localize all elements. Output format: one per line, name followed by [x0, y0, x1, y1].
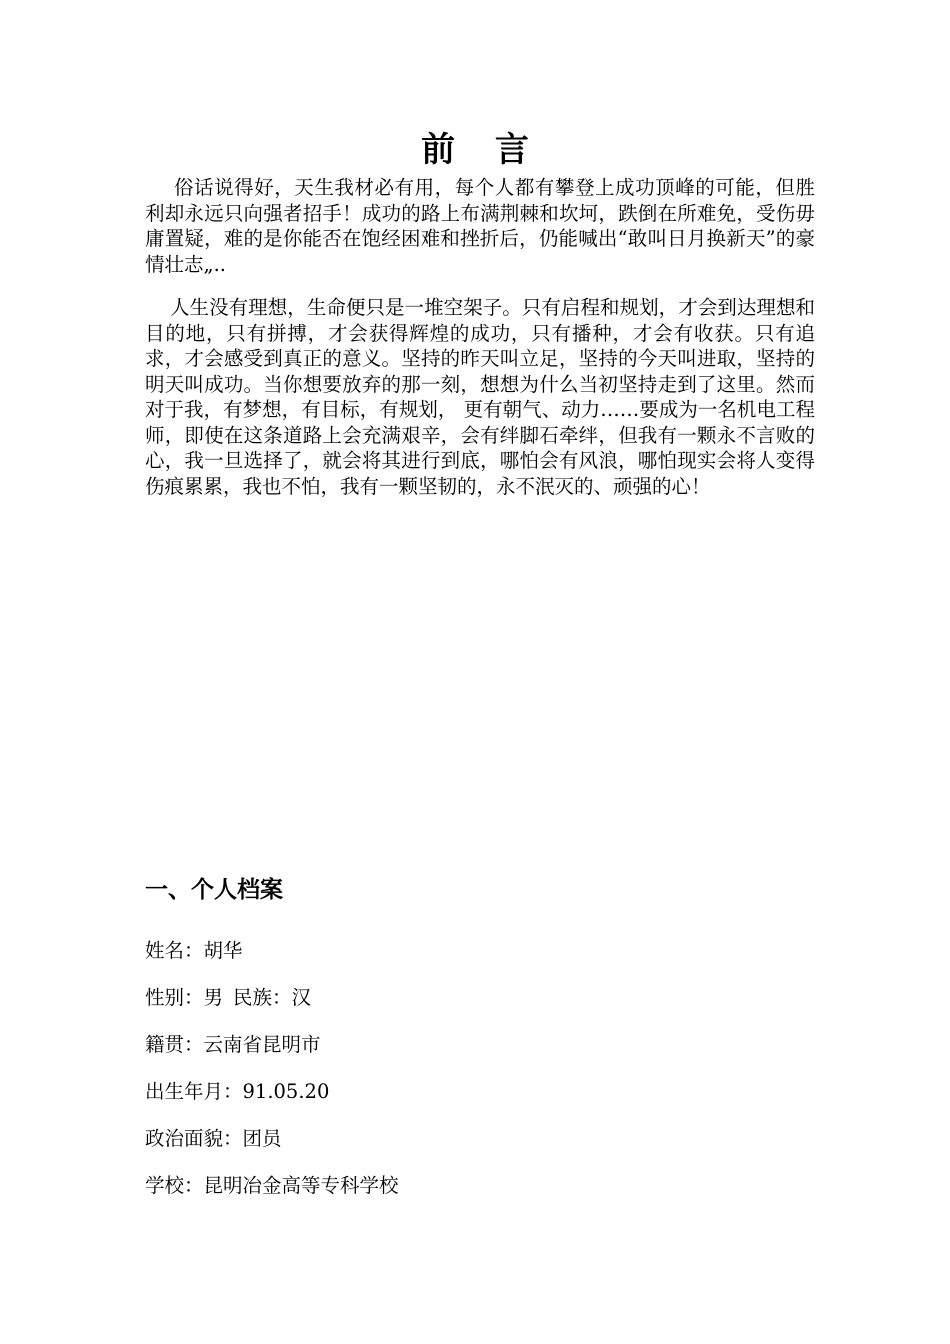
profile-birth-row: [145, 1079, 329, 1105]
origin-label: 籍贯：: [145, 1033, 204, 1056]
gender-label: 性别：: [145, 986, 204, 1009]
ethnicity-label: 民族：: [233, 986, 292, 1009]
preface-paragraph-2: 人生没有理想，生命便只是一堆空架子。只有启程和规划，才会到达理想和目的地，只有拼搏，才会获得辉煌的成功，只有播种，才会有收获。只有追求，才会感受到真正的意义。坚持的昨天叫立足，坚持的今天叫进取，坚持的明天叫成功。当你想要放弃的那一刻，想想为什么当初坚持走到了这里。然而对于我，有梦想，有目标，有规划， 更有朝气、动力……要成为一名机电工程师，即使在这条道路上会充满艰辛，会有绊脚石牵绊，但我有一颗永不言败的心，我一旦选择了，就会将其进行到底，哪怕会有风浪，哪怕现实会将人变得伤痕累累，我也不怕，我有一颗坚韧的，永不泯灭的、顽强的心！: [145, 296, 815, 498]
preface-title: 前 言: [421, 130, 543, 170]
origin-value: 云南省昆明市: [203, 1033, 321, 1056]
political-value: 团员: [242, 1127, 282, 1150]
profile-school-row: [145, 1173, 399, 1199]
profile-political-row: [145, 1126, 282, 1152]
profile-gender-row: [145, 985, 311, 1011]
name-value: 胡华: [203, 939, 243, 962]
birth-value: 91.05.20: [242, 1080, 330, 1103]
profile-name-row: [145, 938, 243, 964]
profile-origin-row: [145, 1032, 321, 1058]
school-label: 学校：: [145, 1174, 204, 1197]
school-value: 昆明冶金高等专科学校: [203, 1174, 399, 1197]
political-label: 政治面貌：: [145, 1127, 243, 1150]
birth-label: 出生年月：: [145, 1080, 243, 1103]
name-label: 姓名：: [145, 939, 204, 962]
preface-paragraph-1: 俗话说得好，天生我材必有用，每个人都有攀登上成功顶峰的可能，但胜利却永远只向强者招手！成功的路上布满荆棘和坎坷，跌倒在所难免，受伤毋庸置疑，难的是你能否在饱经困难和挫折后，仍能喊出“敢叫日月换新天”的豪情壮志„..: [145, 176, 815, 276]
profile-section-heading: 一、个人档案: [145, 876, 283, 903]
gender-value: 男: [203, 986, 224, 1009]
ethnicity-value: 汉: [291, 986, 312, 1009]
